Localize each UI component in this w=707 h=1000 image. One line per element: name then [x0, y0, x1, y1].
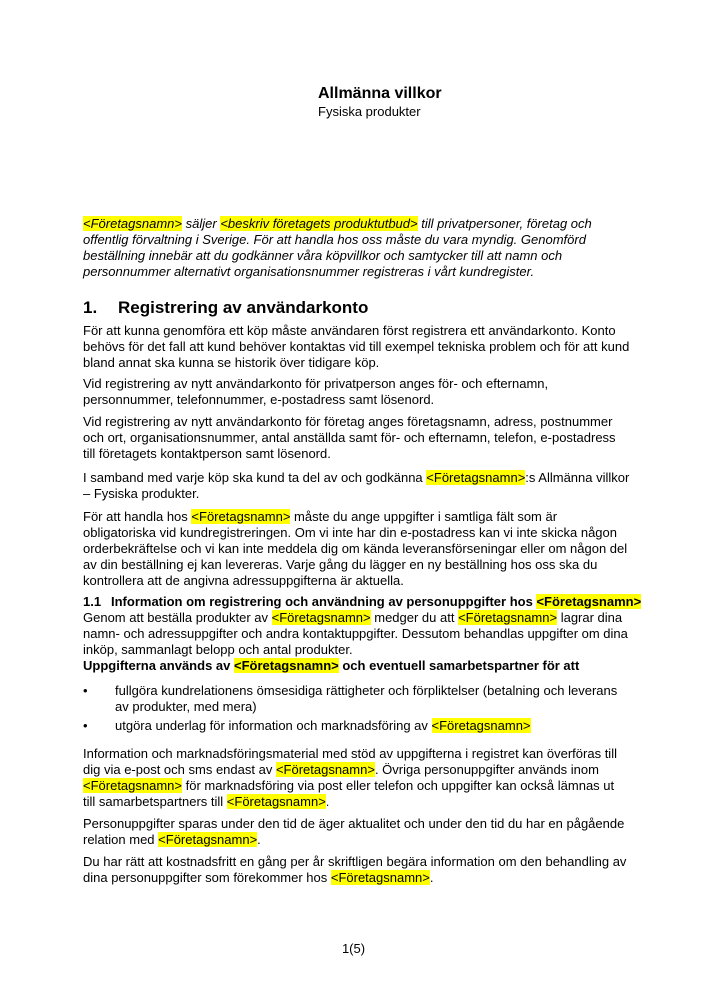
paragraph: [83, 816, 630, 848]
heading-number: 1.1: [83, 594, 102, 609]
paragraph: [83, 610, 630, 658]
placeholder-highlight: <Företagsnamn>: [226, 794, 326, 809]
text-run: för marknadsföring via post eller telefon och uppgifter kan också lämnas ut till samarbetspartners till: [83, 778, 615, 809]
text-run: .: [429, 870, 434, 885]
paragraph: [83, 376, 630, 408]
text-run: I samband med varje köp ska kund ta del av och godkänna: [83, 470, 427, 485]
text-run: .: [257, 832, 261, 847]
text-run: Personuppgifter sparas under den tid de äger aktualitet och under den tid du har en pågående relation med: [83, 816, 625, 847]
paragraph: [83, 470, 630, 502]
placeholder-highlight: <Företagsnamn>: [271, 610, 371, 625]
text-run: . Övriga personuppgifter används inom: [374, 762, 599, 777]
page-number: 1(5): [341, 941, 366, 956]
placeholder-highlight: <Företagsnamn>: [458, 610, 558, 625]
placeholder-highlight: <Företagsnamn>: [191, 509, 291, 524]
placeholder-highlight: <Företagsnamn>: [431, 718, 531, 733]
paragraph: [83, 323, 630, 371]
paragraph: [83, 414, 630, 462]
text-run: För att handla hos: [83, 509, 192, 524]
text-run: Genom att beställa produkter av: [83, 610, 272, 625]
text-run: lagrar dina namn- och adressuppgifter och andra kontaktuppgifter. Dessutom behandlas uppgifter om dina inköp, sammanlagt belopp och antal produkter.: [83, 610, 628, 657]
text-run: fullgöra kundrelationens ömsesidiga rättigheter och förpliktelser (betalning och leverans av produkter, med mera): [115, 683, 618, 714]
text-run: måste du ange uppgifter i samtliga fält som är obligatoriska vid kundregistreringen. Om vi inte har din e-postadress kan vi inte skicka någon orderbekräftelse och vi kan inte meddela dig om kända leveransförseningar eller om någon del av din beställning ej kan levereras. Varje gång du lägger en ny beställning hos oss ska du kontrollera att de angivna adressuppgifterna är aktuella.: [83, 509, 628, 588]
text-run: För att kunna genomföra ett köp måste användaren först registrera ett användarkonto. Konto behövs för det fall att kund behöver kontaktas vid till exempel tekniska problem och för att kund bland annat ska kunna se historik över tidigare köp.: [83, 323, 630, 370]
paragraph: [83, 746, 630, 810]
text-run: säljer: [182, 216, 221, 231]
text-run: .: [325, 794, 330, 809]
document-title: Allmänna villkor: [318, 85, 442, 102]
text-run: Information om registrering och användning av personuppgifter hos: [111, 594, 537, 609]
paragraph: [83, 854, 630, 886]
bullet-item: [83, 683, 630, 715]
paragraph: [83, 658, 630, 674]
heading-number: 1.: [83, 298, 98, 317]
text-run: till privatpersoner, företag och offentlig förvaltning i Sverige. För att handla hos oss måste du vara myndig. Genomförd beställning innebär att du godkänner våra köpvillkor och samtycker till att namn och personnummer alternativt organisationsnummer registreras i vårt kundregister.: [83, 216, 592, 279]
paragraph: [83, 216, 630, 280]
placeholder-highlight: <Företagsnamn>: [158, 832, 258, 847]
text-run: och eventuell samarbetspartner för att: [338, 658, 580, 673]
text-run: Vid registrering av nytt användarkonto för privatperson anges för- och efternamn, personnummer, telefonnummer, e-postadress samt lösenord.: [83, 376, 549, 407]
section-heading: [83, 298, 630, 318]
document-subtitle: Fysiska produkter: [318, 104, 421, 119]
text-run: Vid registrering av nytt användarkonto för företag anges företagsnamn, adress, postnummer och ort, organisationsnummer, antal anställda samt för- och efternamn, telefon, e-postadress till företagets kontaktperson samt lösenord.: [83, 414, 616, 461]
placeholder-highlight: <Företagsnamn>: [83, 778, 183, 793]
subsection-heading: [83, 594, 642, 610]
text-run: Du har rätt att kostnadsfritt en gång per år skriftligen begära information om den behandling av dina personuppgifter som förekommer hos: [83, 854, 627, 885]
text-run: medger du att: [370, 610, 459, 625]
bullet-item: [83, 718, 630, 734]
paragraph: [83, 509, 630, 589]
placeholder-highlight: <beskriv företagets produktutbud>: [220, 216, 418, 231]
placeholder-highlight: <Företagsnamn>: [536, 594, 642, 609]
text-run: utgöra underlag för information och marknadsföring av: [115, 718, 432, 733]
text-run: Information och marknadsföringsmaterial med stöd av uppgifterna i registret kan överföras till dig via e-post och sms endast av: [83, 746, 617, 777]
placeholder-highlight: <Företagsnamn>: [426, 470, 526, 485]
placeholder-highlight: <Företagsnamn>: [233, 658, 339, 673]
bullet-icon: •: [83, 683, 88, 698]
text-run: :s Allmänna villkor – Fysiska produkter.: [83, 470, 630, 501]
page-footer: [0, 941, 707, 957]
placeholder-highlight: <Företagsnamn>: [83, 216, 183, 231]
placeholder-highlight: <Företagsnamn>: [275, 762, 375, 777]
text-run: Registrering av användarkonto: [118, 298, 369, 317]
bullet-icon: •: [83, 718, 88, 733]
text-run: Uppgifterna används av: [83, 658, 234, 673]
placeholder-highlight: <Företagsnamn>: [330, 870, 430, 885]
